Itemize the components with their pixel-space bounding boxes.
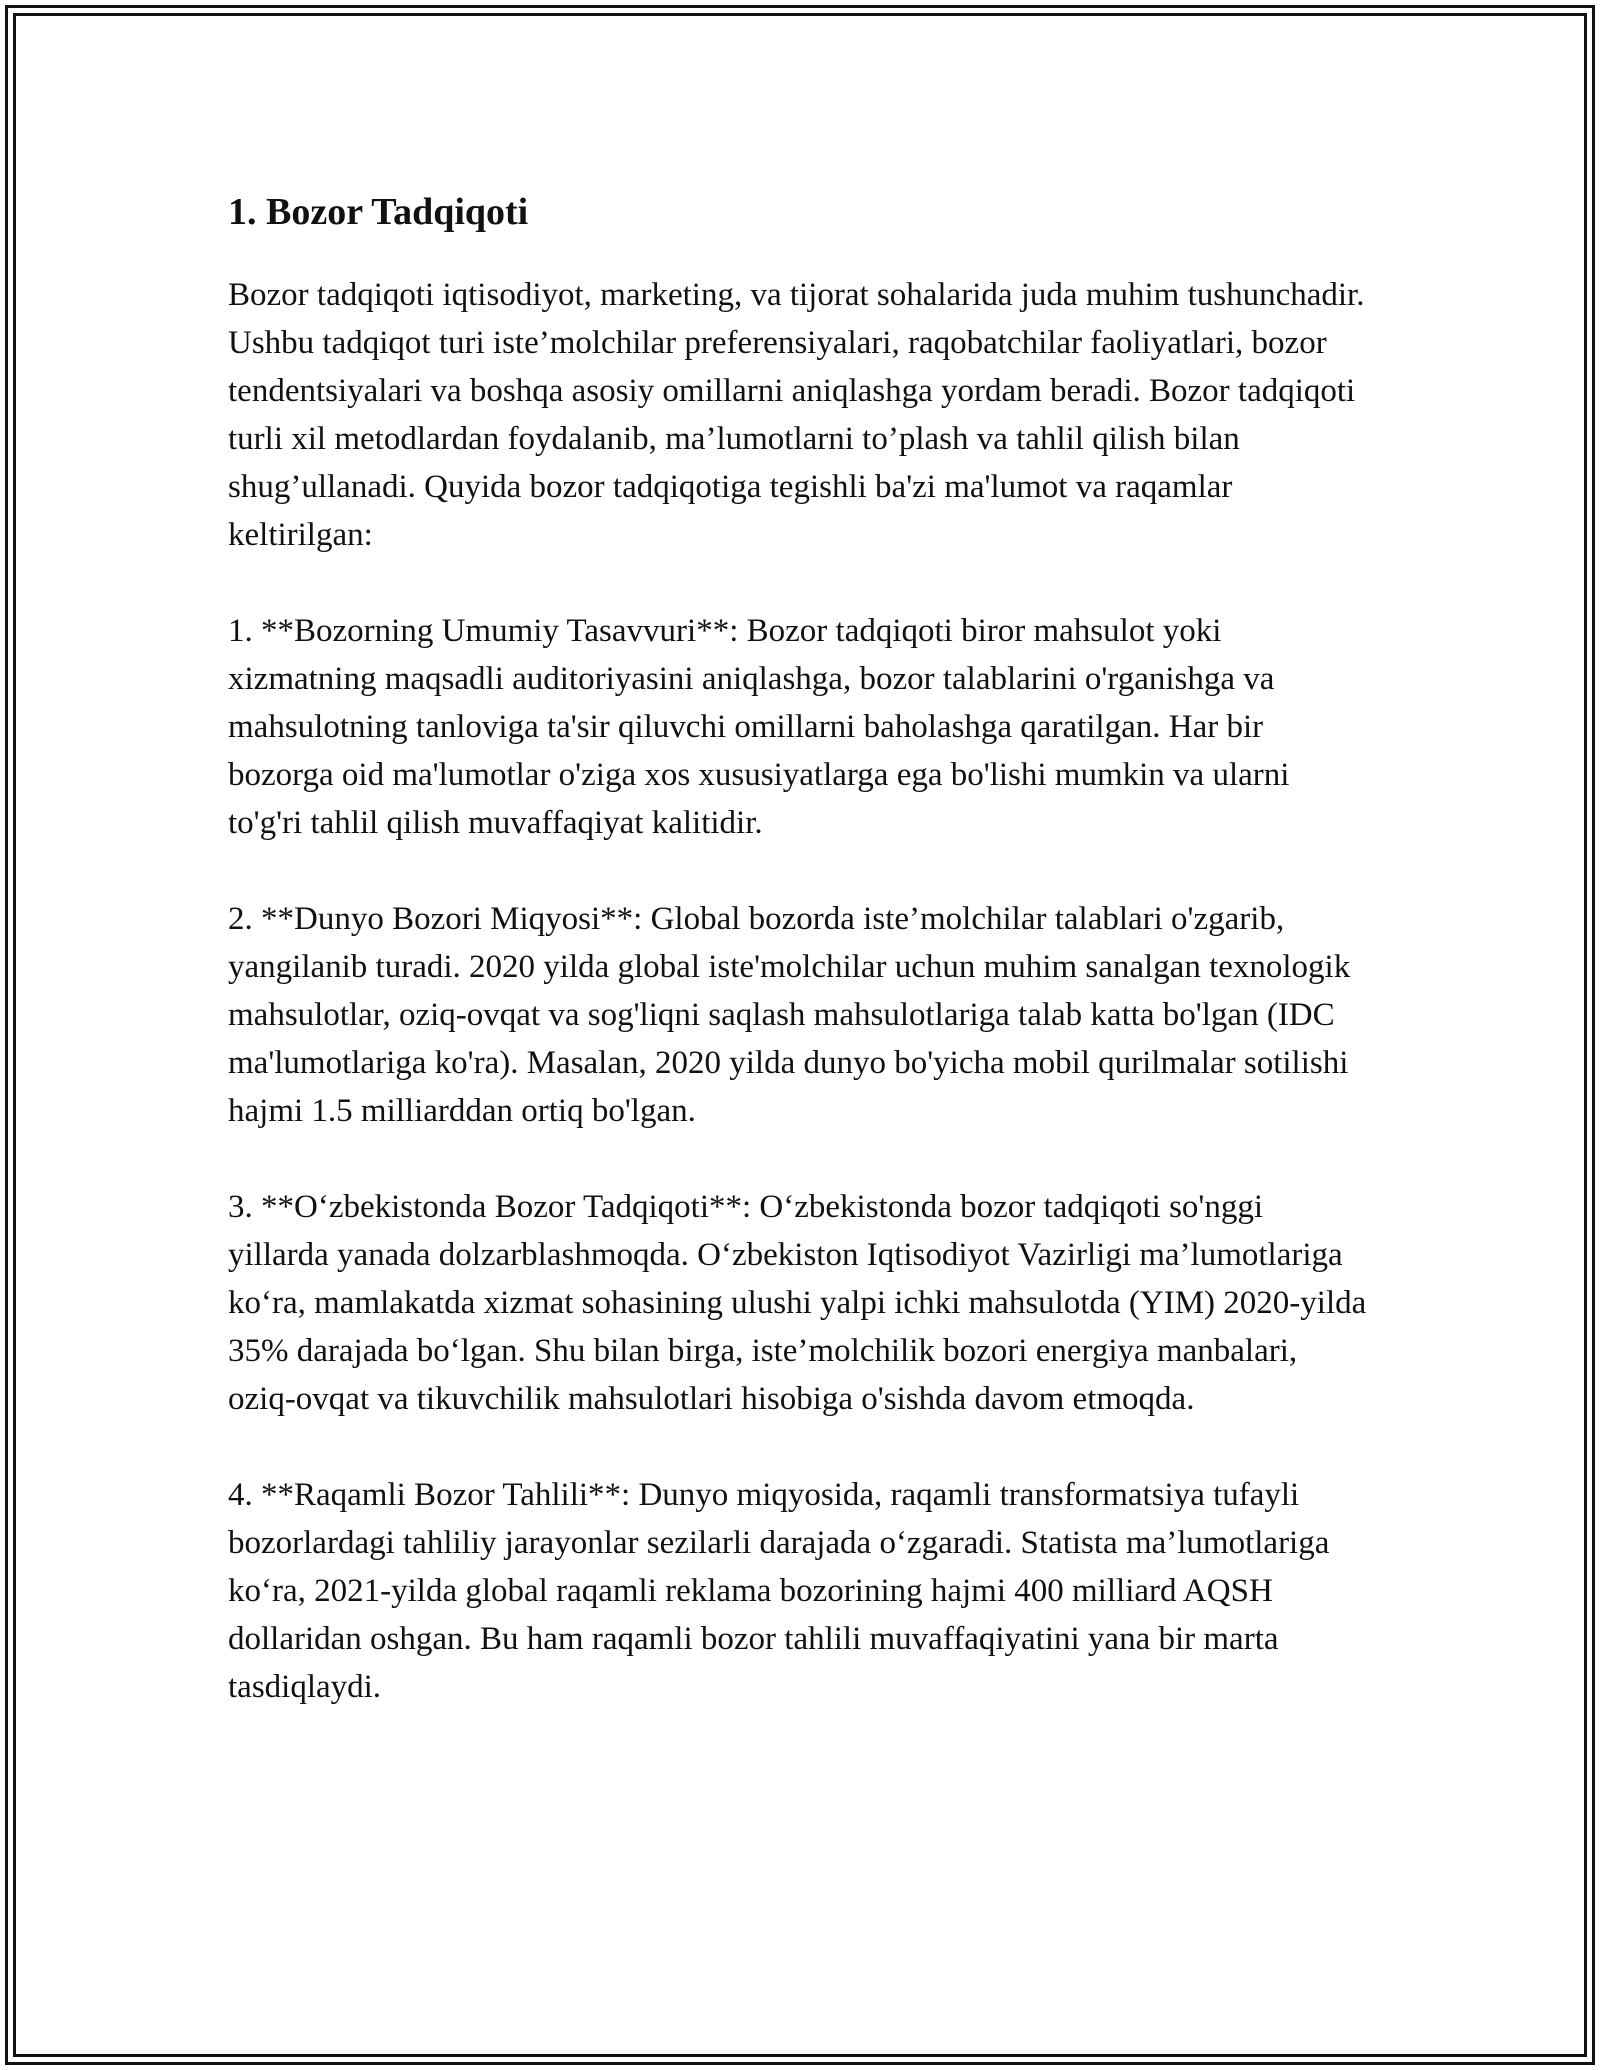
document-title: 1. Bozor Tadqiqoti — [228, 191, 529, 233]
paragraph-market-overview: 1. **Bozorning Umumiy Tasavvuri**: Bozor tadqiqoti biror mahsulot yoki xizmatning maqsadli auditoriyasini aniqlashga, bozor talablarini o'rganishga va mahsulotning tanloviga ta'sir qiluvchi omillarni baholashga qaratilgan. Har bir bozorga oid ma'lumotlar o'ziga xos xususiyatlarga ega bo'lishi mumkin va ularni to'g'ri tahlil qilish muvaffaqiyat kalitidir. — [228, 613, 1290, 841]
paragraph-uzbekistan-research: 3. **O‘zbekistonda Bozor Tadqiqoti**: O‘zbekistonda bozor tadqiqoti so'nggi yillarda yanada dolzarblashmoqda. O‘zbekiston Iqtisodiyot Vazirligi ma’lumotlariga ko‘ra, mamlakatda xizmat sohasining ulushi yalpi ichki mahsulotda (YIM) 2020-yilda 35% darajada bo‘lgan. Shu bilan birga, iste’molchilik bozori energiya manbalari, oziq-ovqat va tikuvchilik mahsulotlari hisobiga o'sishda davom etmoqda. — [228, 1189, 1367, 1417]
document-body — [228, 186, 1368, 1759]
paragraph-digital-analysis: 4. **Raqamli Bozor Tahlili**: Dunyo miqyosida, raqamli transformatsiya tufayli bozorlardagi tahliliy jarayonlar sezilarli darajada o‘zgaradi. Statista ma’lumotlariga ko‘ra, 2021-yilda global raqamli reklama bozorining hajmi 400 milliard AQSH dollaridan oshgan. Bu ham raqamli bozor tahlili muvaffaqiyatini yana bir marta tasdiqlaydi. — [228, 1477, 1330, 1705]
intro-paragraph: Bozor tadqiqoti iqtisodiyot, marketing, va tijorat sohalarida juda muhim tushunchadir. Ushbu tadqiqot turi iste’molchilar preferensiyalari, raqobatchilar faoliyatlari, bozor tendentsiyalari va boshqa asosiy omillarni aniqlashga yordam beradi. Bozor tadqiqoti turli xil metodlardan foydalanib, ma’lumotlarni to’plash va tahlil qilish bilan shug’ullanadi. Quyida bozor tadqiqotiga tegishli ba'zi ma'lumot va raqamlar keltirilgan: — [228, 277, 1365, 553]
paragraph-world-market: 2. **Dunyo Bozori Miqyosi**: Global bozorda iste’molchilar talablari o'zgarib, yangilanib turadi. 2020 yilda global iste'molchilar uchun muhim sanalgan texnologik mahsulotlar, oziq-ovqat va sog'liqni saqlash mahsulotlariga talab katta bo'lgan (IDC ma'lumotlariga ko'ra). Masalan, 2020 yilda dunyo bo'yicha mobil qurilmalar sotilishi hajmi 1.5 milliarddan ortiq bo'lgan. — [228, 901, 1351, 1129]
